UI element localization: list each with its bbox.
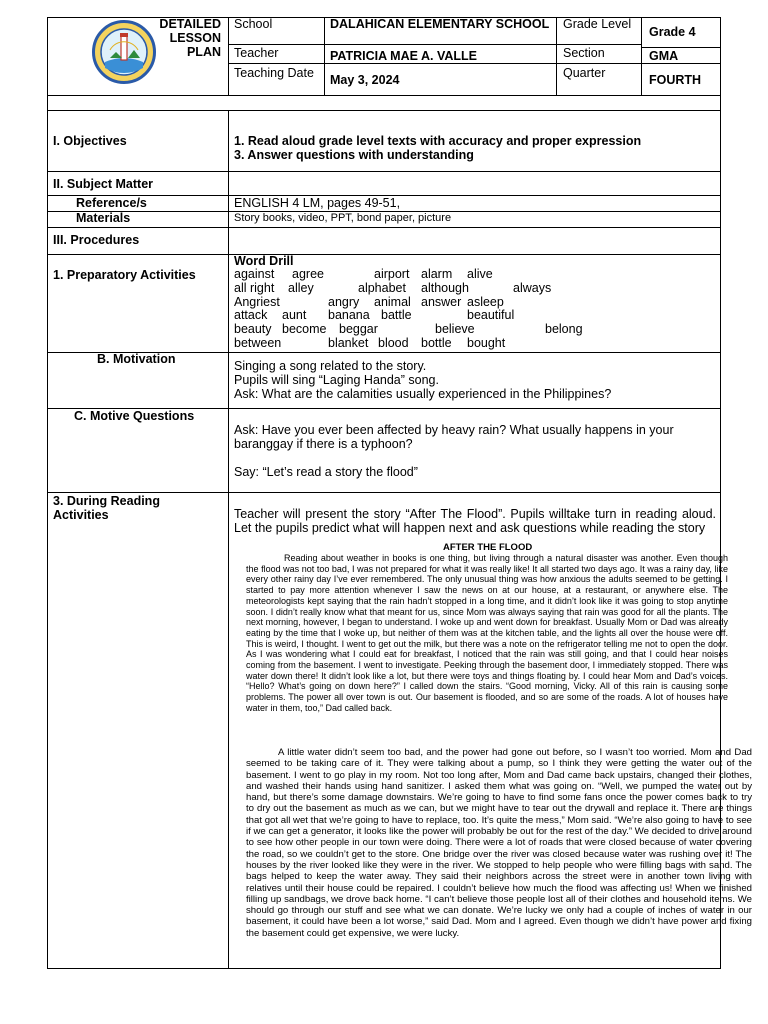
word-drill-word: alarm	[421, 267, 453, 281]
references-value: ENGLISH 4 LM, pages 49-51,	[234, 196, 401, 210]
procedures-label: III. Procedures	[53, 233, 140, 247]
date-value: May 3, 2024	[330, 73, 400, 87]
objectives-label: I. Objectives	[53, 134, 127, 148]
subject-matter-label: II. Subject Matter	[53, 177, 154, 191]
word-drill-word: Angriest	[234, 294, 280, 309]
school-value: DALAHICAN ELEMENTARY SCHOOL	[330, 17, 550, 31]
during-reading-label: 3. During Reading Activities	[53, 494, 160, 522]
word-drill-word: belong	[545, 322, 583, 337]
section-value: GMA	[649, 49, 679, 63]
word-drill-word: alive	[467, 267, 493, 281]
materials-label: Materials	[76, 211, 131, 225]
quarter-value: FOURTH	[649, 73, 702, 87]
objective-item: 1. Read aloud grade level texts with accuracy and proper expression	[234, 134, 642, 148]
during-reading-text: Teacher will present the story “After The Flood”. Pupils willtake turn in reading aloud. Let the pupils predict what will happen next and ask questions while reading the story	[234, 507, 716, 535]
story-paragraph-text: A little water didn’t seem too bad, and the power had gone out before, so I wasn’t too worried. Mom and Dad seemed to be taking care of it. They were talking about a pump, so I think they were getting the water out of the basement. I went to go play in my room. Not too long after, Mom and Dad came back upstairs, changed their clothes, and washed their hands using hand sanitizer. I asked them what was going on. “Well, we pumped the water out by hand, but there’s some damage downstairs. We’re going to have to find some fans once the power comes back to try to dry out the basement as much as we can, but we might have to tear out the drywall and replace it. There are things that got all wet that we’re going to have to replace, too. It’s quite the mess,” Mom said. “We’re also going to have to see if we can get a generator, it looks like the power will probably be out for the rest of the day.” We decided to drive around to see how other people in our town were doing. There were a lot of roads that were closed because of water covering the road, so we couldn’t get to the store. One bridge over the river was closed because water was rushing over it! The houses by the river looked like they were in the river. We stopped to help people who were filling bags with sand. The bags helped to keep the water away. They said their neighbors across the street were in another town living with relatives until their house could be repaired. I couldn’t believe how much the flood was affecting us! When we finished filling up sandbags, we drove back home. “I can’t believe those people lost all of their clothes and household items. We should go through our stuff and see what we can donate. We’re lucky we only had a couple of inches of water in our basement, it could have been a lot worse,” said Dad. Mom and I agreed. Even though we didn’t have power and fixing the basement could get expensive, we were lucky.	[246, 747, 752, 939]
references-label: Reference/s	[76, 196, 147, 210]
word-drill-word: beauty	[234, 322, 272, 337]
word-drill-word: alphabet	[358, 280, 406, 295]
story-title: AFTER THE FLOOD	[443, 542, 533, 553]
word-drill-word: aunt	[282, 308, 307, 323]
doc-title-line: PLAN	[186, 45, 221, 59]
word-drill-word: bottle	[421, 336, 452, 350]
word-drill-word: agree	[292, 267, 324, 281]
word-drill-word: become	[282, 322, 327, 337]
word-drill-word: airport	[374, 267, 410, 281]
word-drill-word: beautiful	[467, 308, 515, 323]
quarter-label: Quarter	[563, 66, 606, 80]
doc-title-line: DETAILED	[159, 17, 221, 31]
word-drill-word: battle	[381, 308, 412, 323]
word-drill-word: bought	[467, 336, 506, 350]
word-drill-word: between	[234, 336, 282, 350]
motivation-line: Pupils will sing “Laging Handa” song.	[234, 373, 439, 387]
word-drill-word: blanket	[328, 336, 369, 350]
materials-value: Story books, video, PPT, bond paper, picture	[234, 212, 452, 224]
word-drill-word: all right	[234, 280, 275, 295]
story-paragraph-2	[246, 747, 752, 939]
objective-item: 3. Answer questions with understanding	[234, 148, 474, 162]
story-paragraph-text: Reading about weather in books is one thing, but living through a natural disaster was another. Even though the flood was not too bad, I was not prepared for what it was really like! It all started two days ago. It was a rainy day, like every other rainy day I’ve ever remembered. The only unusual thing was how anxious the adults seemed to be getting. I started to pay more attention whenever I saw the news on at our house, at a restaurant, or anywhere else. The meteorologists kept saying that the rain hadn’t stopped in a long time, and it didn’t look like it was going to stop anytime soon. I didn’t really know what that meant for us, since Mom was always saying that rain was good for all the plants. The next morning, however, I began to understand. I woke up and went down for breakfast. Usually Mom or Dad was already eating by the time that I woke up, but neither of them was at the kitchen table, and the lights all over the house were off. This is weird, I thought. I went to get out the milk, but there was a note on the refrigerator telling me not to open the door. As I was wondering what I could eat for breakfast, I noticed that the rain was still going, and that I could hear noises coming from the basement. I went to investigate. Peeking through the basement door, I immediately stopped. There was water down there! It didn’t look like a lot, but there were toys and things floating by. I could hear Mom and Dad’s voices. “Hello? What’s going on down here?” I called down the stairs. “Good morning, Vicky. All of this rain is causing some problems. The power all over town is out. Our basement is flooded, and so are some of the roads. A lot of houses have water in them, too,” Dad called back.	[246, 553, 728, 713]
word-drill-word: although	[421, 280, 469, 295]
word-drill-word: banana	[328, 308, 370, 323]
word-drill-word: believe	[435, 322, 475, 337]
teacher-value: PATRICIA MAE A. VALLE	[330, 49, 477, 63]
word-drill-word: attack	[234, 308, 268, 323]
motive-question: Ask: Have you ever been affected by heavy rain? What usually happens in your baranggay if there is a typhoon?	[234, 423, 674, 451]
section-label: Section	[563, 46, 605, 60]
word-drill-word: blood	[378, 336, 409, 350]
grade-value: Grade 4	[649, 25, 696, 39]
grade-label: Grade Level	[563, 17, 632, 31]
motivation-line: Ask: What are the calamities usually experienced in the Philippines?	[234, 387, 612, 401]
motive-questions-label: C. Motive Questions	[74, 409, 195, 423]
motivation-line: Singing a song related to the story.	[234, 359, 427, 373]
school-label: School	[234, 17, 273, 31]
word-drill-word: against	[234, 267, 275, 281]
word-drill-word: alley	[288, 280, 314, 295]
teacher-label: Teacher	[234, 46, 279, 60]
story-paragraph-1	[246, 553, 728, 714]
word-drill-word: angry	[328, 294, 360, 309]
doc-title-line: LESSON	[169, 31, 221, 45]
doc-title	[156, 17, 221, 59]
word-drill-title: Word Drill	[234, 254, 294, 268]
date-label: Teaching Date	[234, 66, 314, 80]
word-drill-word: asleep	[467, 294, 504, 309]
motivation-label: B. Motivation	[97, 352, 176, 366]
word-drill-word: always	[513, 280, 552, 295]
word-drill-word: answer	[421, 294, 462, 309]
motive-say: Say: “Let’s read a story the flood”	[234, 465, 418, 479]
preparatory-label: 1. Preparatory Activities	[53, 268, 196, 282]
word-drill-word: beggar	[339, 322, 378, 337]
word-drill-word: animal	[374, 294, 411, 309]
